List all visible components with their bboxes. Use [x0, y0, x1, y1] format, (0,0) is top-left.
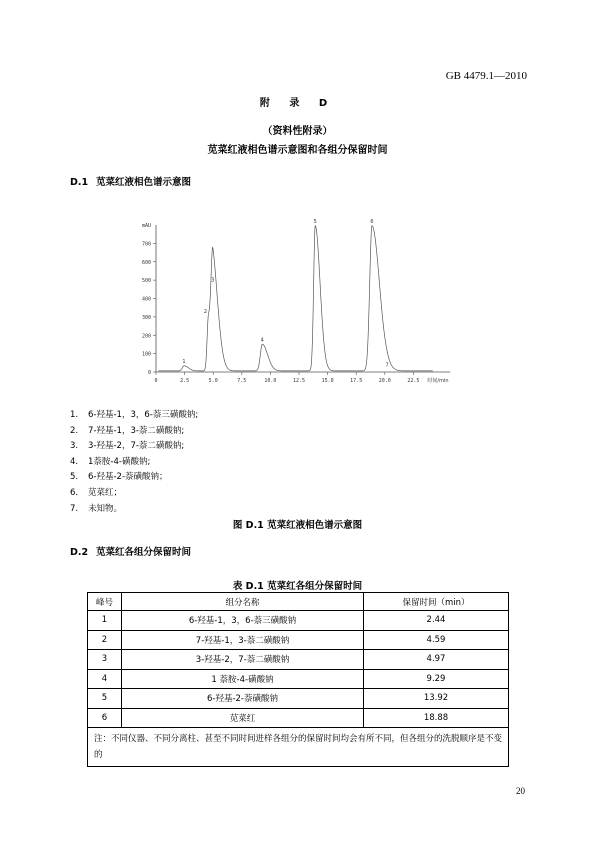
- chromatogram-chart: [120, 215, 490, 390]
- column-header: 保留时间（min）: [364, 593, 509, 611]
- table-cell: 4.97: [364, 650, 509, 670]
- legend-item: 3. 3-羟基-2，7-萘二磺酸钠;: [70, 441, 185, 452]
- x-tick-label: 2.5: [180, 378, 190, 384]
- legend-item: 7. 未知物。: [70, 503, 123, 514]
- table-cell: 3-羟基-2，7-萘二磺酸钠: [122, 650, 364, 670]
- y-tick-label: 500: [141, 278, 151, 285]
- table-cell: 2: [88, 630, 122, 650]
- table-cell: 5: [88, 689, 122, 709]
- table-cell: 4: [88, 669, 122, 689]
- table-note: 注：不同仪器、不同分离柱、甚至不同时间进样各组分的保留时间均会有所不同，但各组分的洗脱顺序是不变的: [88, 728, 509, 767]
- table-row: [88, 611, 509, 631]
- section-heading-d1: [70, 174, 191, 188]
- x-tick-label: 15.0: [321, 378, 334, 384]
- table-cell: 1: [88, 611, 122, 631]
- table-cell: 7-羟基-1，3-萘二磺酸钠: [122, 630, 364, 650]
- table-row: [88, 630, 509, 650]
- table-cell: 3: [88, 650, 122, 670]
- appendix-label: 附 录 D: [259, 98, 336, 109]
- table-cell: 苋菜红: [122, 708, 364, 728]
- legend-item: 2. 7-羟基-1，3-萘二磺酸钠;: [70, 425, 185, 436]
- column-header: 峰号: [88, 593, 122, 611]
- table-cell: 6-羟基-2-萘磺酸钠: [122, 689, 364, 709]
- table-header-row: [88, 593, 509, 611]
- peak-label: 4: [260, 337, 264, 344]
- retention-time-table: [87, 592, 509, 767]
- y-tick-label: 200: [141, 333, 151, 340]
- peak-label: 5: [313, 218, 317, 225]
- table-cell: 2.44: [364, 611, 509, 631]
- x-tick-label: 12.5: [292, 378, 306, 384]
- x-tick-label: 22.5: [407, 378, 420, 384]
- legend-item: 6. 苋菜红；: [70, 487, 123, 498]
- table-cell: 13.92: [364, 689, 509, 709]
- x-tick-label: 0: [154, 378, 158, 384]
- column-header: 组分名称: [122, 593, 364, 611]
- legend-item: 4. 1萘胺-4-磺酸钠;: [70, 456, 151, 467]
- page-number: 20: [516, 786, 525, 796]
- peak-label: 3: [211, 277, 215, 284]
- x-tick-label: 20.0: [378, 378, 391, 384]
- peak-label: 1: [182, 358, 186, 365]
- section-number: D.1: [70, 177, 89, 188]
- legend-item: 1. 6-羟基-1，3，6-萘三磺酸钠;: [70, 410, 199, 420]
- table-cell: 6: [88, 708, 122, 728]
- y-tick-label: 300: [141, 314, 151, 321]
- section-heading-d2: [70, 544, 191, 558]
- table-cell: 4.59: [364, 630, 509, 650]
- table-cell: 9.29: [364, 669, 509, 689]
- section-title: 苋菜红液相色谱示意图: [96, 177, 192, 188]
- y-tick-label: 700: [141, 241, 151, 248]
- x-tick-label: 5.0: [208, 378, 218, 384]
- y-axis-unit: mAU: [141, 223, 151, 229]
- table-row: [88, 669, 509, 689]
- y-tick-label: 0: [147, 370, 151, 376]
- peak-label: 7: [385, 362, 389, 369]
- legend-item: 5. 6-羟基-2-萘磺酸钠；: [70, 472, 168, 483]
- table-row: [88, 708, 509, 728]
- appendix-title: 苋菜红液相色谱示意图和各组分保留时间: [207, 145, 388, 156]
- y-tick-label: 400: [141, 296, 151, 303]
- peak-label: 2: [203, 308, 208, 315]
- chromatogram-trace: [158, 226, 433, 371]
- section-title: 苋菜红各组分保留时间: [96, 547, 192, 558]
- x-tick-label: 10.0: [264, 378, 277, 384]
- y-tick-label: 600: [141, 259, 151, 266]
- x-tick-label: 7.5: [237, 378, 247, 384]
- table-caption: 表 D.1 苋菜红各组分保留时间: [232, 581, 363, 592]
- peak-label: 6: [370, 218, 374, 225]
- table-row: [88, 650, 509, 670]
- y-tick-label: 100: [141, 351, 151, 358]
- appendix-subtitle: （资料性附录）: [262, 126, 333, 137]
- peak-legend: [70, 408, 198, 517]
- section-number: D.2: [70, 547, 89, 558]
- x-tick-label: 17.5: [350, 378, 363, 384]
- table-row: [88, 689, 509, 709]
- table-cell: 18.88: [364, 708, 509, 728]
- x-axis-label: 时间/min: [427, 378, 449, 384]
- table-note-row: [88, 728, 509, 767]
- standard-number: GB 4479.1—2010: [445, 70, 527, 82]
- table-cell: 1 萘胺-4-磺酸钠: [122, 669, 364, 689]
- figure-caption: 图 D.1 苋菜红液相色谱示意图: [232, 520, 363, 531]
- table-cell: 6-羟基-1，3，6-萘三磺酸钠: [122, 611, 364, 631]
